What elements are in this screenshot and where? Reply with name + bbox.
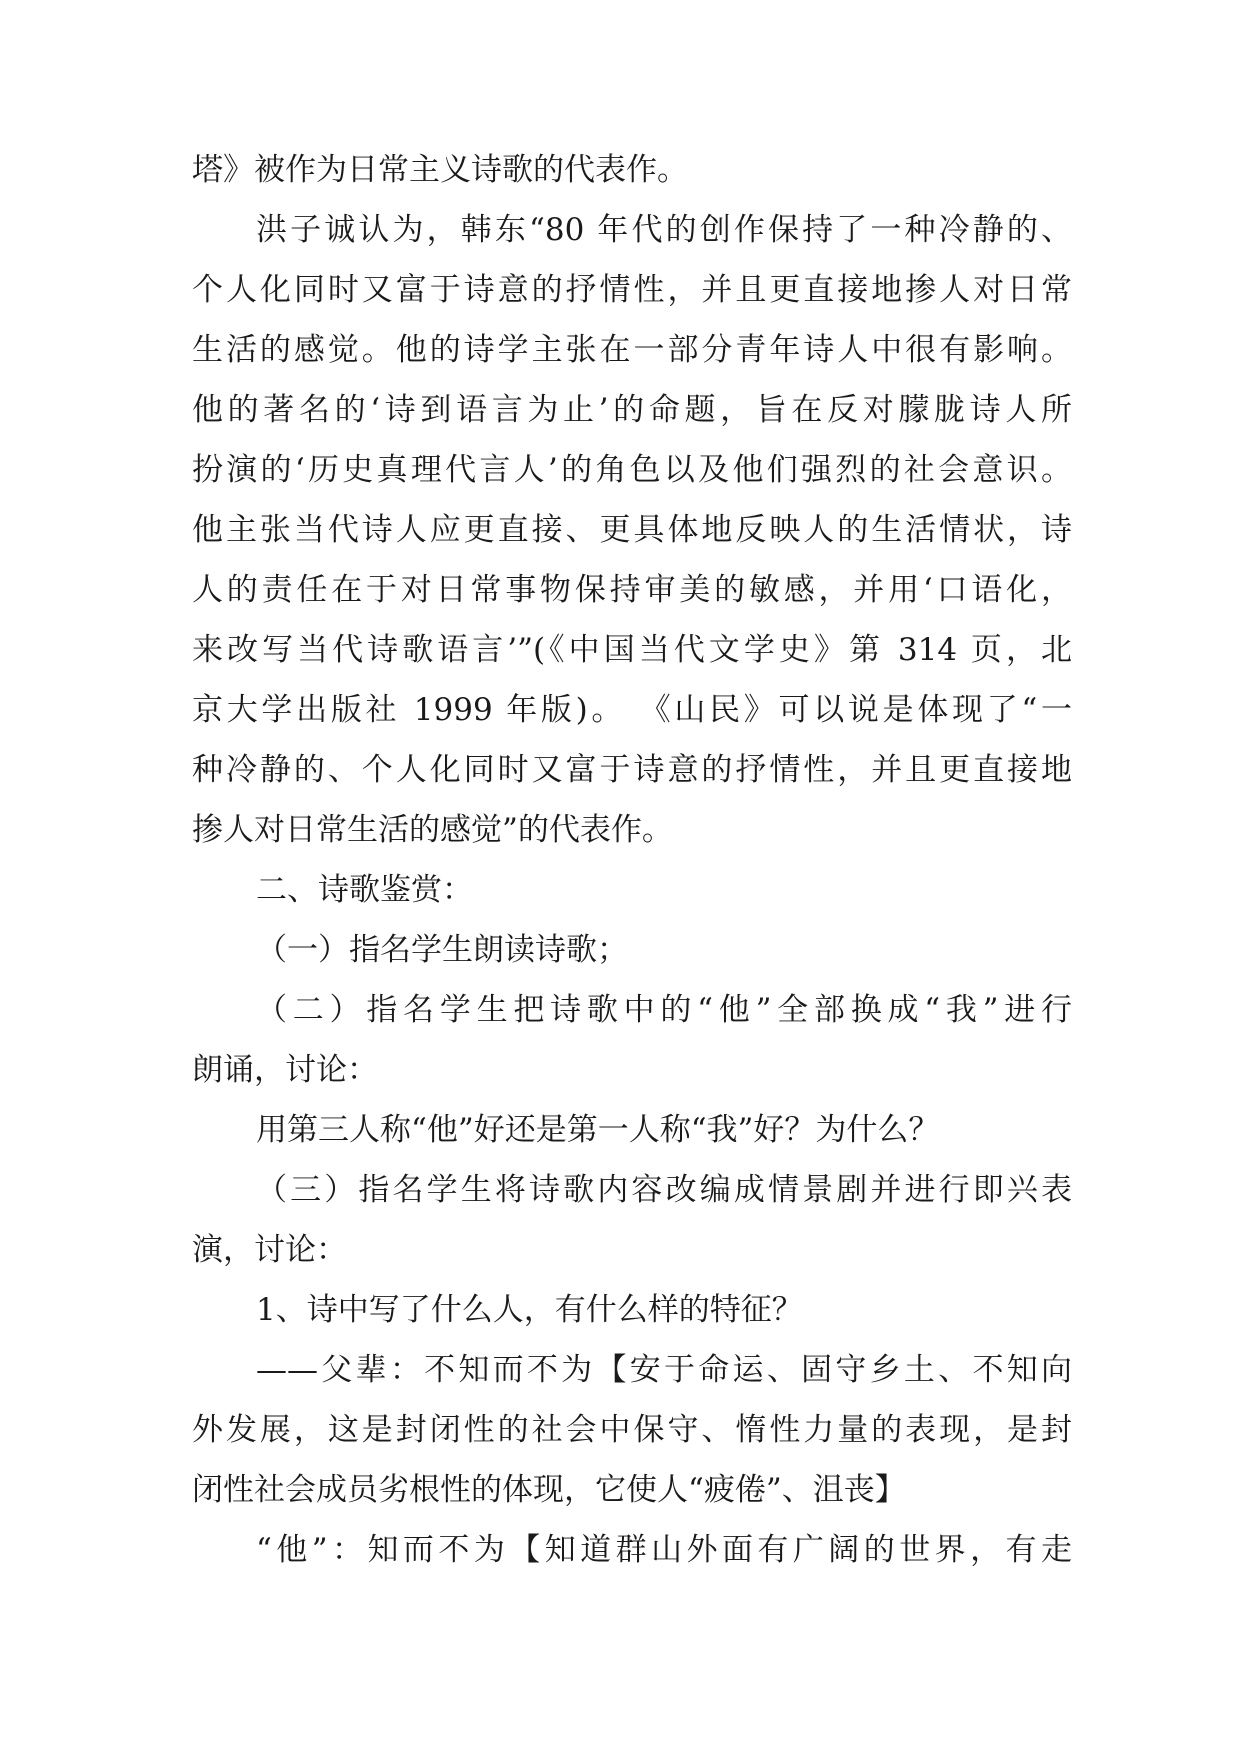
- section-heading: 二、诗歌鉴赏：: [256, 872, 473, 908]
- step-line: 朗诵，讨论：: [192, 1052, 378, 1088]
- paragraph-line: 他主张当代诗人应更直接、更具体地反映人的生活情状，诗: [192, 512, 1072, 548]
- answer-line: 外发展，这是封闭性的社会中保守、惰性力量的表现，是封: [192, 1412, 1072, 1448]
- answer-line: ——父辈：不知而不为【安于命运、固守乡土、不知向: [256, 1352, 1072, 1388]
- question-line: 用第三人称“他”好还是第一人称“我”好？为什么？: [256, 1112, 940, 1148]
- paragraph-line: 洪子诚认为，韩东“80 年代的创作保持了一种冷静的、: [256, 212, 1072, 248]
- paragraph-line: 他的著名的‘诗到语言为止’的命题，旨在反对朦胧诗人所: [192, 392, 1072, 428]
- step-line: （一）指名学生朗读诗歌；: [256, 932, 628, 968]
- paragraph-line: 种冷静的、个人化同时又富于诗意的抒情性，并且更直接地: [192, 752, 1072, 788]
- step-line: （二）指名学生把诗歌中的“他”全部换成“我”进行: [256, 992, 1072, 1028]
- paragraph-line: 生活的感觉。他的诗学主张在一部分青年诗人中很有影响。: [192, 332, 1072, 368]
- paragraph-line: 掺人对日常生活的感觉”的代表作。: [192, 812, 673, 848]
- answer-line: 闭性社会成员劣根性的体现，它使人“疲倦”、沮丧】: [192, 1472, 906, 1508]
- question-line: 1、诗中写了什么人，有什么样的特征？: [256, 1292, 803, 1328]
- step-line: 演，讨论：: [192, 1232, 347, 1268]
- paragraph-line: 人的责任在于对日常事物保持审美的敏感，并用‘口语化，: [192, 572, 1072, 608]
- paragraph-line: 个人化同时又富于诗意的抒情性，并且更直接地掺人对日常: [192, 272, 1072, 308]
- text-line: 塔》被作为日常主义诗歌的代表作。: [192, 152, 688, 188]
- paragraph-line: 扮演的‘历史真理代言人’的角色以及他们强烈的社会意识。: [192, 452, 1072, 488]
- paragraph-line: 京大学出版社 1999 年版)。 《山民》可以说是体现了“一: [192, 692, 1072, 728]
- paragraph-line: 来改写当代诗歌语言’”(《中国当代文学史》第 314 页，北: [192, 632, 1072, 668]
- answer-line: “他”：知而不为【知道群山外面有广阔的世界，有走: [256, 1532, 1072, 1568]
- step-line: （三）指名学生将诗歌内容改编成情景剧并进行即兴表: [256, 1172, 1072, 1208]
